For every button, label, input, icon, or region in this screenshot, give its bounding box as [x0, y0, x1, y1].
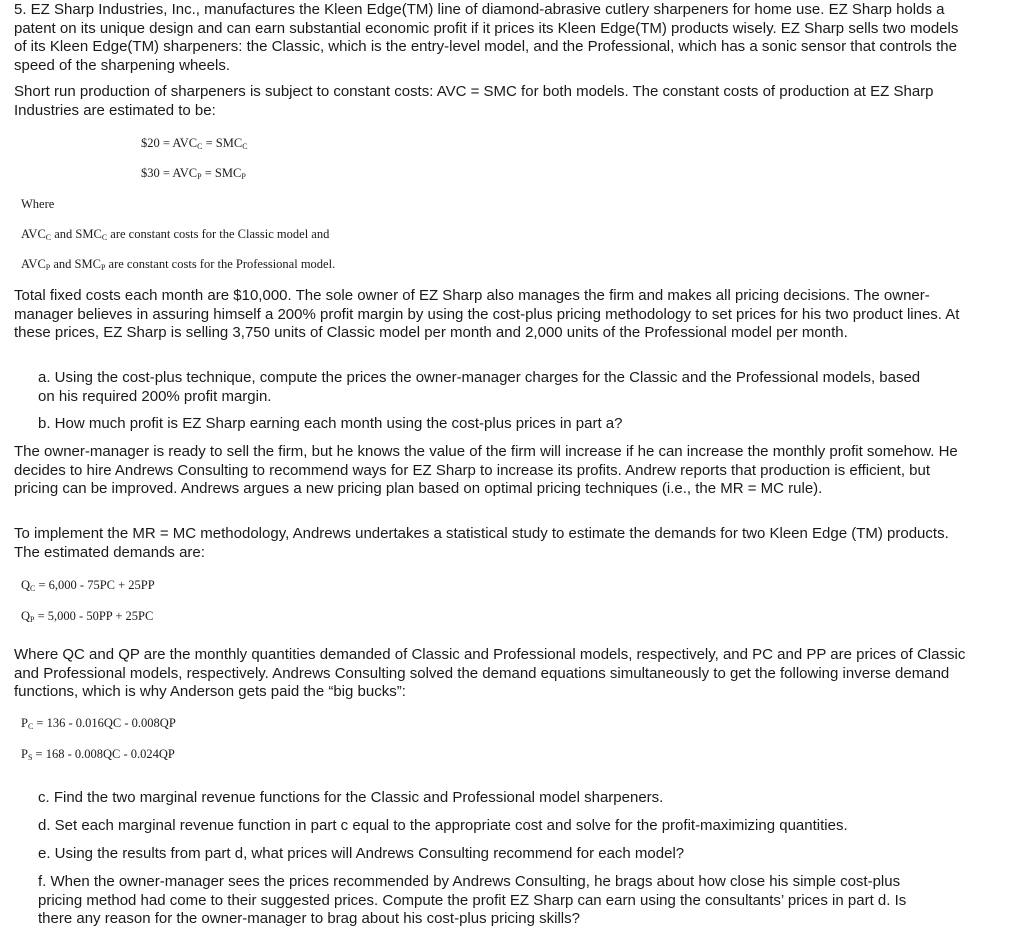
question-a: a. Using the cost-plus technique, compute the prices the owner-manager charges for the Classic and the Professional models, based on his required 200% profit margin.: [38, 369, 921, 405]
implement-paragraph: To implement the MR = MC methodology, Andrews undertakes a statistical study to estimate the demands for two Kleen Edge (TM) products. The estimated demands are:: [14, 525, 949, 561]
question-e: e. Using the results from part d, what prices will Andrews Consulting recommend for each model?: [38, 845, 685, 862]
demand-equation-classic: $Q_C = 6,000 - 75PC + 25PP$: [21, 578, 155, 593]
intro-paragraph: 5. EZ Sharp Industries, Inc., manufactures the Kleen Edge(TM) line of diamond-abrasive cutlery sharpeners for home use. EZ Sharp holds a patent on its unique design and can earn substantial economic profit if it prices its Kleen Edge(TM) products wisely. EZ Sharp sells two models of its Kleen Edge(TM) sharpeners: the Classic, which is the entry-level model, and the Professional, which has a sonic sensor that controls the speed of the sharpening wheels.: [14, 1, 959, 74]
question-d: d. Set each marginal revenue function in part c equal to the appropriate cost and solve for the profit-maximizing quantities.: [38, 817, 848, 834]
inverse-demand-professional: $P_S = 168 - 0.008QC - 0.024QP$: [21, 747, 175, 762]
sell-firm-paragraph: The owner-manager is ready to sell the firm, but he knows the value of the firm will increase if he can increase the monthly profit somehow. He decides to hire Andrews Consulting to recommend ways for EZ Sharp to increase its profits. Andrew reports that production is efficient, but pricing can be improved. Andrews argues a new pricing plan based on optimal pricing techniques (i.e., the MR = MC rule).: [14, 443, 958, 497]
where-classic-definition: $AVC_C$ and $SMC_C$ are constant costs for the Classic model and: [21, 227, 330, 242]
where-professional-definition: $AVC_P$ and $SMC_P$ are constant costs for the Professional model.: [21, 257, 336, 272]
inverse-demand-classic: $P_C = 136 - 0.016QC - 0.008QP$: [21, 716, 176, 731]
question-c: c. Find the two marginal revenue functions for the Classic and Professional model sharpeners.: [38, 789, 664, 806]
where-label: Where: [21, 197, 55, 211]
inverse-demand-paragraph: Where QC and QP are the monthly quantities demanded of Classic and Professional models, respectively, and PC and PP are prices of Classic and Professional models, respectively. Andrews Consulting solved the demand equations simultaneously to get the following inverse demand functions, which is why Anderson gets paid the “big bucks”:: [14, 646, 966, 700]
question-b: b. How much profit is EZ Sharp earning each month using the cost-plus prices in part a?: [38, 415, 623, 432]
short-run-paragraph: Short run production of sharpeners is subject to constant costs: AVC = SMC for both models. The constant costs of production at EZ Sharp Industries are estimated to be:: [14, 83, 934, 119]
cost-equation-professional: $30 = $AVC_P = SMC_P$: [141, 166, 246, 181]
demand-equation-professional: $Q_P = 5,000 - 50PP + 25PC$: [21, 609, 154, 624]
question-f: f. When the owner-manager sees the prices recommended by Andrews Consulting, he brags about how close his simple cost-plus pricing method had come to their suggested prices. Compute the profit EZ Sharp can earn using the consultants’ prices in part d. Is there any reason for the owner-manager to brag about his cost-plus pricing skills?: [38, 873, 907, 927]
fixed-costs-paragraph: Total fixed costs each month are $10,000. The sole owner of EZ Sharp also manages the firm and makes all pricing decisions. The owner-manager believes in assuring himself a 200% profit margin by using the cost-plus pricing methodology to set prices for his two product lines. At these prices, EZ Sharp is selling 3,750 units of Classic model per month and 2,000 units of the Professional model per month.: [14, 287, 960, 341]
cost-equation-classic: $20 = $AVC_C = SMC_C$: [141, 136, 248, 151]
